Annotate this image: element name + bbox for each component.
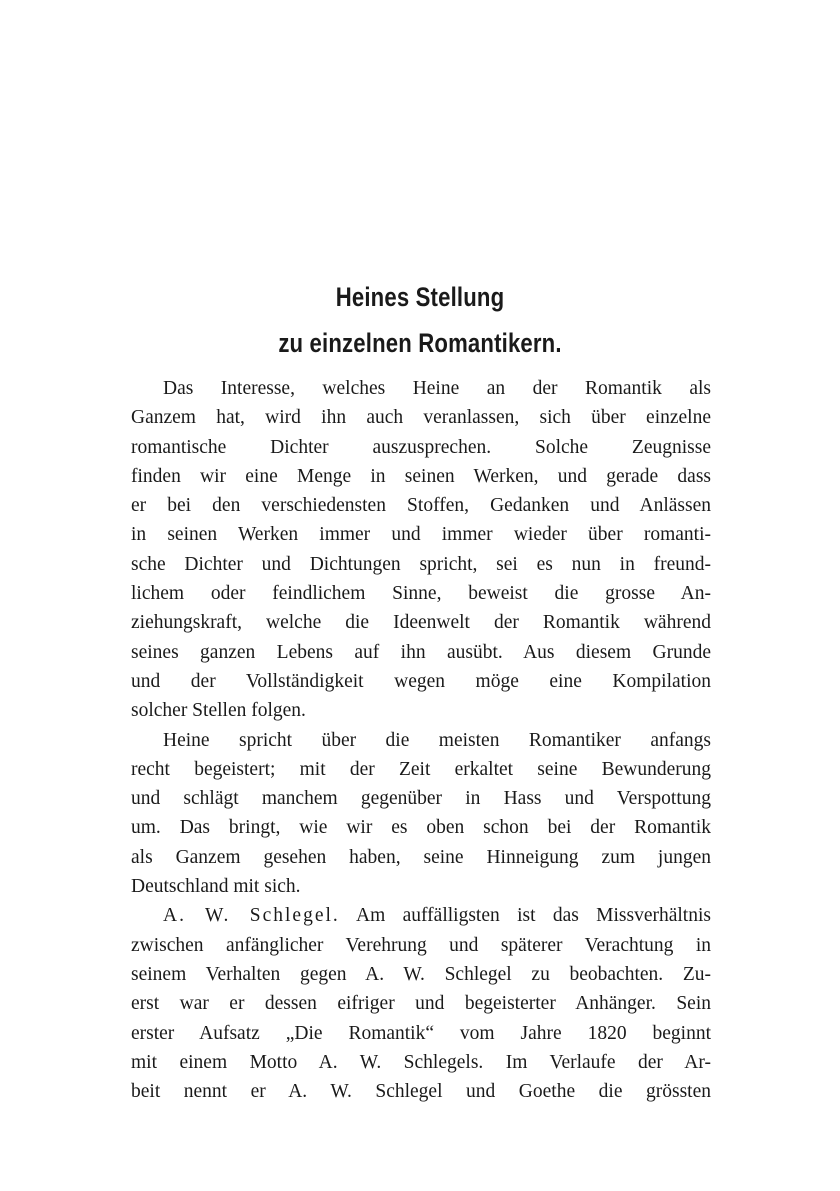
text-line: recht begeistert; mit der Zeit erkaltet seine Bewunderung [131, 758, 711, 780]
text-line: seinem Verhalten gegen A. W. Schlegel zu beobachten. Zu- [131, 963, 711, 985]
text-line: Ganzem hat, wird ihn auch veranlassen, sich über einzelne [131, 407, 711, 429]
text-line: er bei den verschiedensten Stoffen, Gedanken und Anlässen [131, 495, 711, 517]
text-line: erster Aufsatz „Die Romantik“ vom Jahre 1820 beginnt [131, 1022, 711, 1044]
text-line: zwischen anfänglicher Verehrung und späterer Verachtung in [131, 934, 711, 956]
text-line-rest: Am auffälligsten ist das Missverhältnis [356, 905, 711, 927]
section-lead: A. W. Schlegel. [163, 905, 340, 927]
text-line: solcher Stellen folgen. [131, 700, 306, 722]
title-line-2: zu einzelnen Romantikern. [278, 328, 562, 358]
text-line: um. Das bringt, wie wir es oben schon bei der Romantik [131, 817, 711, 839]
text-line: finden wir eine Menge in seinen Werken, und gerade dass [131, 465, 711, 487]
text-line: und der Vollständigkeit wegen möge eine Kompilation [131, 670, 711, 692]
text-line: sche Dichter und Dichtungen spricht, sei es nun in freund- [131, 553, 711, 575]
text-line: Das Interesse, welches Heine an der Romantik als [163, 378, 711, 399]
text-line: seines ganzen Lebens auf ihn ausübt. Aus diesem Grunde [131, 641, 711, 663]
text-line: ziehungskraft, welche die Ideenwelt der Romantik während [131, 612, 711, 634]
paragraph-3 [131, 901, 711, 1106]
text-line: als Ganzem gesehen haben, seine Hinneigung zum jungen [131, 846, 711, 868]
text-line: lichem oder feindlichem Sinne, beweist die grosse An- [131, 583, 711, 605]
text-line: romantische Dichter auszusprechen. Solche Zeugnisse [131, 436, 711, 458]
text-line: mit einem Motto A. W. Schlegels. Im Verlaufe der Ar- [131, 1051, 711, 1073]
text-line: erst war er dessen eifriger und begeisterter Anhänger. Sein [131, 993, 711, 1015]
text-line [131, 901, 711, 930]
body-text [131, 374, 711, 1106]
text-line: in seinen Werken immer und immer wieder über romanti- [131, 524, 711, 546]
title-line-1: Heines Stellung [335, 282, 505, 312]
text-line: und schlägt manchem gegenüber in Hass und Verspottung [131, 788, 711, 810]
paragraph-2 [131, 726, 711, 902]
text-line: Heine spricht über die meisten Romantiker anfangs [163, 729, 711, 751]
text-line: Deutschland mit sich. [131, 876, 301, 898]
paragraph-1 [131, 374, 711, 726]
text-line: beit nennt er A. W. Schlegel und Goethe die grössten [131, 1081, 711, 1103]
